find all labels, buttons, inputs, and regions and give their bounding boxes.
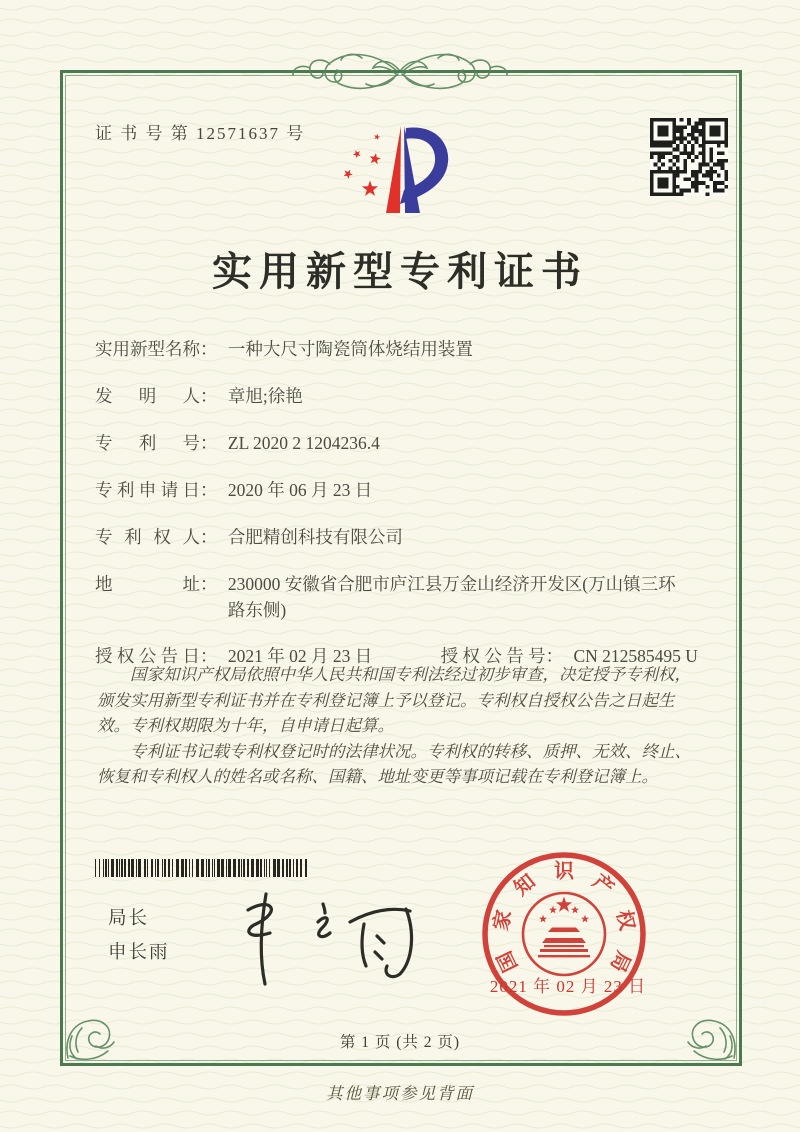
field-row-patentee: 专利权人： 合肥精创科技有限公司 (95, 524, 711, 551)
signer-block (108, 906, 170, 974)
legal-text (97, 662, 707, 790)
qr-code (650, 118, 728, 196)
field-value: ZL 2020 2 1204236.4 (227, 433, 380, 453)
certificate-number: 证 书 号 第 12571637 号 (95, 124, 306, 143)
svg-text:局: 局 (605, 947, 635, 976)
svg-text:家: 家 (490, 908, 517, 933)
signature-autograph (222, 880, 427, 994)
legal-paragraph: 专利证书记载专利权登记时的法律状况。专利权的转移、质押、无效、终止、恢复和专利权人的姓名或名称、国籍、地址变更等事项记载在专利登记簿上。 (97, 741, 691, 786)
national-emblem (538, 897, 590, 958)
signer-title: 局长 (108, 907, 150, 928)
cnipa-logo (340, 114, 464, 218)
legal-paragraph: 国家知识产权局依照中华人民共和国专利法经过初步审查，决定授予专利权，颁发实用新型专利证书并在专利登记簿上予以登记。专利权自授权公告之日起生效。专利权期限为十年，自申请日起算。 (97, 665, 691, 735)
field-row-grant: 授权公告日： 2021 年 02 月 23 日 授权公告号： CN 212585495 U (95, 643, 711, 670)
certificate-title: 实用新型专利证书 (212, 249, 588, 294)
field-label: 专利权人 (95, 527, 200, 547)
field-label: 专利号 (95, 433, 200, 453)
svg-text:权: 权 (611, 908, 638, 933)
svg-text:识: 识 (554, 860, 574, 883)
field-label: 授权公告日 (95, 646, 200, 666)
field-value: 一种大尺寸陶瓷筒体烧结用装置 (227, 339, 473, 359)
field-label: 地址 (95, 574, 200, 594)
field-row-inventor: 发明人： 章旭;徐艳 (95, 383, 711, 410)
svg-text:国: 国 (493, 947, 523, 976)
svg-text:知: 知 (510, 870, 540, 901)
field-value: 230000 安徽省合肥市庐江县万金山经济开发区(万山镇三环路东侧) (227, 574, 676, 620)
field-label: 实用新型名称 (95, 339, 200, 359)
field-label: 发明人 (95, 386, 200, 406)
border-top-ornament (278, 42, 522, 104)
field-row-patent-no: 专利号： ZL 2020 2 1204236.4 (95, 430, 711, 457)
barcode (95, 859, 310, 877)
logo-stars (344, 134, 381, 196)
field-label: 专利申请日 (95, 480, 200, 500)
seal-date: 2021 年 02 月 23 日 (489, 977, 647, 996)
field-row-name: 实用新型名称： 一种大尺寸陶瓷筒体烧结用装置 (95, 336, 711, 363)
field-list (95, 336, 711, 690)
page-number: 第 1 页 (共 2 页) (339, 1034, 461, 1051)
field-value: 章旭;徐艳 (227, 386, 303, 406)
logo-spike-red (386, 126, 401, 213)
field-row-address: 地址： 230000 安徽省合肥市庐江县万金山经济开发区(万山镇三环路东侧) (95, 571, 711, 623)
field-value: 合肥精创科技有限公司 (227, 527, 403, 547)
field-value: CN 212585495 U (573, 646, 698, 666)
field-row-filing-date: 专利申请日： 2020 年 06 月 23 日 (95, 477, 711, 504)
back-side-note: 其他事项参见背面 (326, 1084, 474, 1103)
svg-text:产: 产 (588, 870, 618, 901)
signer-name: 申长雨 (108, 941, 170, 962)
field-label: 授权公告号 (440, 646, 546, 666)
field-value: 2021 年 02 月 23 日 (227, 646, 373, 666)
field-value: 2020 年 06 月 23 日 (227, 480, 373, 500)
